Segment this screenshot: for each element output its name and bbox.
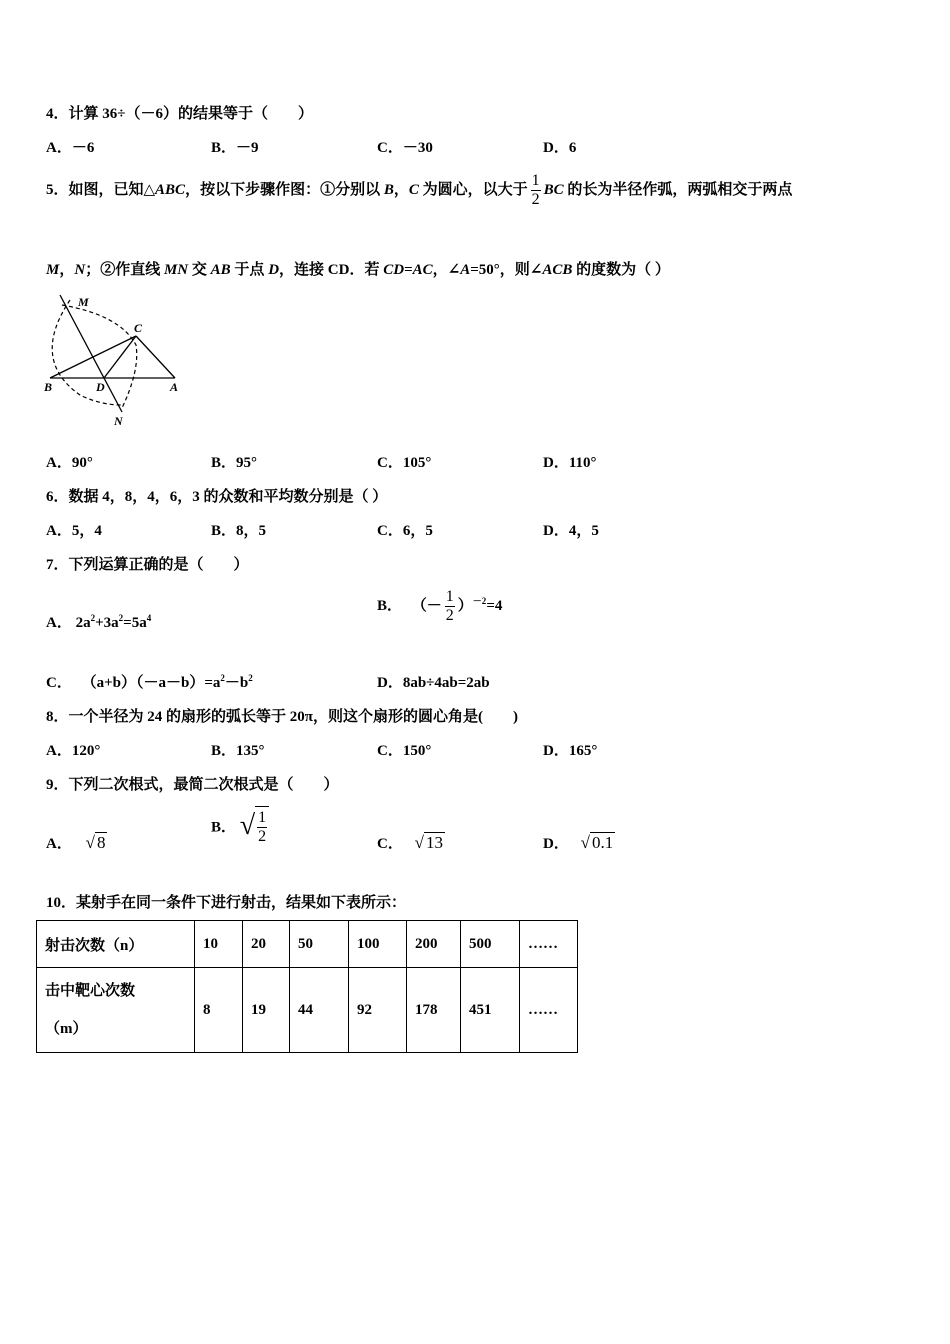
q7-option-d: [377, 671, 490, 692]
q5-text: ，连接 CD．若: [279, 262, 384, 278]
table-cell: 19: [243, 968, 290, 1053]
q7-option-c: [46, 671, 253, 692]
q7-exponent: 2: [118, 613, 124, 623]
q4-option-c: C．－30: [377, 140, 433, 156]
q5-label-n: N: [114, 414, 123, 428]
table-cell: ……: [520, 921, 578, 968]
q9-radical-b: √ $\frac{1}{2}$: [240, 806, 269, 846]
table-cell: 44: [290, 968, 349, 1053]
q9-radicand: 8: [96, 833, 106, 852]
q5-angle: A: [460, 262, 471, 278]
table-cell: 451: [461, 968, 520, 1053]
q5-text: 于点: [230, 262, 269, 278]
table-cell: 200: [407, 921, 461, 968]
q5-text: 5．如图，已知△: [46, 181, 156, 198]
q5-option-c: C．105°: [377, 455, 432, 471]
table-header-text: （m）: [45, 1021, 88, 1037]
q9-option-a: [46, 832, 107, 853]
q7-term: =5a: [123, 615, 147, 631]
q7-frac-num: 1: [445, 588, 454, 605]
q5-point: D: [268, 262, 280, 278]
q7-option-a: [46, 611, 151, 632]
q8-option-c: C．150°: [377, 743, 432, 759]
q5-text: =50°，则∠: [470, 262, 543, 278]
q5-point: N: [74, 262, 86, 278]
q5-text: ，∠: [432, 262, 461, 278]
table-cell: 92: [349, 968, 407, 1053]
q7-exponent: 4: [146, 613, 152, 623]
q5-text: 的度数为（ ）: [572, 262, 670, 278]
q5-text: ，: [59, 262, 75, 278]
q5-text: ；②作直线: [85, 262, 164, 278]
q7-paren: ）: [457, 597, 473, 614]
q5-segment: AB: [210, 262, 231, 278]
q5-text: ，: [393, 181, 409, 198]
q8-option-a: A．120°: [46, 743, 101, 759]
q7-exponent: －2: [472, 595, 487, 606]
q9-option-label: A．: [46, 836, 72, 852]
q9-option-label: D．: [543, 836, 569, 852]
q7-frac-den: 2: [445, 607, 454, 624]
q9-fraction: [255, 806, 269, 846]
q7-option-label: C．: [46, 675, 72, 691]
table-cell: 50: [290, 921, 349, 968]
q4-option-a: A．－6: [46, 140, 95, 156]
table-cell: 178: [407, 968, 461, 1053]
q9-option-b: [211, 806, 269, 846]
table-header-cell: [37, 968, 195, 1053]
q5-label-b: B: [44, 380, 53, 394]
q7-exponent: 2: [90, 613, 96, 623]
q9-radical-d: √ 0.1: [580, 833, 614, 852]
table-row: [37, 968, 578, 1053]
table-cell: ……: [520, 968, 578, 1053]
q5-option-a: A．90°: [46, 455, 93, 471]
q5-angle: ACB: [542, 262, 573, 278]
table-header-cell: 射击次数（n）: [37, 921, 195, 968]
q7-term: 2a: [75, 615, 91, 631]
q5-option-b: B．95°: [211, 455, 258, 471]
q5-geometry-figure: [40, 290, 190, 430]
q7-exponent: 2: [220, 673, 225, 683]
q6-option-b: B．8，5: [211, 523, 267, 539]
q5-label-a: A: [170, 380, 179, 394]
q5-point: C: [408, 181, 419, 198]
q9-stem: 9．下列二次根式，最简二次根式是（ ）: [46, 777, 339, 793]
q7-option-b: [377, 588, 502, 625]
q5-option-d: D．110°: [543, 455, 597, 471]
q5-segment: BC: [543, 181, 564, 198]
q7-term: （a+b）（－a－b）=a: [81, 675, 221, 691]
q9-option-d: [543, 832, 615, 853]
q9-radicand: 13: [425, 833, 443, 852]
q5-equation: CD=AC: [383, 262, 433, 278]
q9-frac-den: 2: [258, 828, 267, 845]
q5-text: 的长为半径作弧，两弧相交于两点: [563, 181, 793, 198]
q5-point: B: [383, 181, 394, 198]
table-cell: 500: [461, 921, 520, 968]
q10-table: [36, 920, 578, 1053]
q9-option-label: B．: [211, 819, 237, 836]
q6-option-c: C．6，5: [377, 523, 433, 539]
q6-stem: 6．数据 4，8，4，6，3 的众数和平均数分别是（ ）: [46, 489, 388, 505]
q5-point: M: [46, 262, 60, 278]
q7-stem: 7．下列运算正确的是（ ）: [46, 557, 249, 573]
q5-label-m: M: [78, 295, 89, 309]
q5-segment-ca: [136, 336, 175, 378]
q7-option-label: A．: [46, 615, 72, 631]
q7-fraction: [445, 588, 455, 625]
q7-term: +3a: [95, 615, 119, 631]
q5-stem-line1: [46, 172, 792, 209]
q6-option-d: D．4，5: [543, 523, 599, 539]
q9-option-c: [377, 832, 445, 853]
q5-text: 为圆心，以大于: [418, 181, 528, 198]
q5-frac-num: 1: [531, 172, 540, 189]
q5-arc-left: [52, 300, 122, 405]
q5-stem-line2: [46, 258, 670, 279]
q4-option-b: B．－9: [211, 140, 259, 156]
q5-frac-den: 2: [531, 191, 540, 208]
q9-radicand: 0.1: [591, 833, 614, 852]
q7-option-label: B．: [377, 597, 403, 614]
q9-frac-num: 1: [258, 809, 267, 826]
q7-exponent: 2: [248, 673, 253, 683]
q10-stem: 10．某射手在同一条件下进行射击，结果如下表所示：: [46, 895, 407, 911]
q5-segment-bc: [50, 336, 136, 378]
q7-term: －b: [224, 675, 249, 691]
q8-option-b: B．135°: [211, 743, 265, 759]
q4-option-d: D．6: [543, 140, 577, 156]
q9-option-label: C．: [377, 836, 403, 852]
q8-stem: 8．一个半径为 24 的扇形的弧长等于 20π，则这个扇形的圆心角是( ): [46, 709, 518, 725]
q9-radical-a: √ 8: [85, 833, 106, 852]
q5-line: MN: [163, 262, 189, 278]
q8-option-d: D．165°: [543, 743, 598, 759]
q7-paren: （－: [411, 597, 442, 614]
q5-segment-cd: [104, 336, 136, 378]
q5-label-c: C: [134, 321, 143, 335]
q5-label-d: D: [96, 380, 105, 394]
q9-radical-c: √ 13: [414, 833, 443, 852]
q5-text: ，按以下步骤作图：①分别以: [185, 181, 384, 198]
q7-option-label: D．: [377, 675, 403, 691]
table-header-text: 击中靶心次数: [45, 983, 136, 999]
table-cell: 8: [195, 968, 243, 1053]
q5-fraction: [531, 172, 541, 209]
table-cell: 10: [195, 921, 243, 968]
table-cell: 20: [243, 921, 290, 968]
q6-option-a: A．5，4: [46, 523, 102, 539]
table-cell: 100: [349, 921, 407, 968]
q4-stem: 4．计算 36÷（－6）的结果等于（ ）: [46, 106, 313, 122]
table-row: [37, 921, 578, 968]
q5-triangle: ABC: [155, 181, 186, 198]
q7-term: 8ab÷4ab=2ab: [402, 675, 490, 691]
q7-term: =4: [486, 597, 503, 614]
q5-text: 交: [188, 262, 211, 278]
